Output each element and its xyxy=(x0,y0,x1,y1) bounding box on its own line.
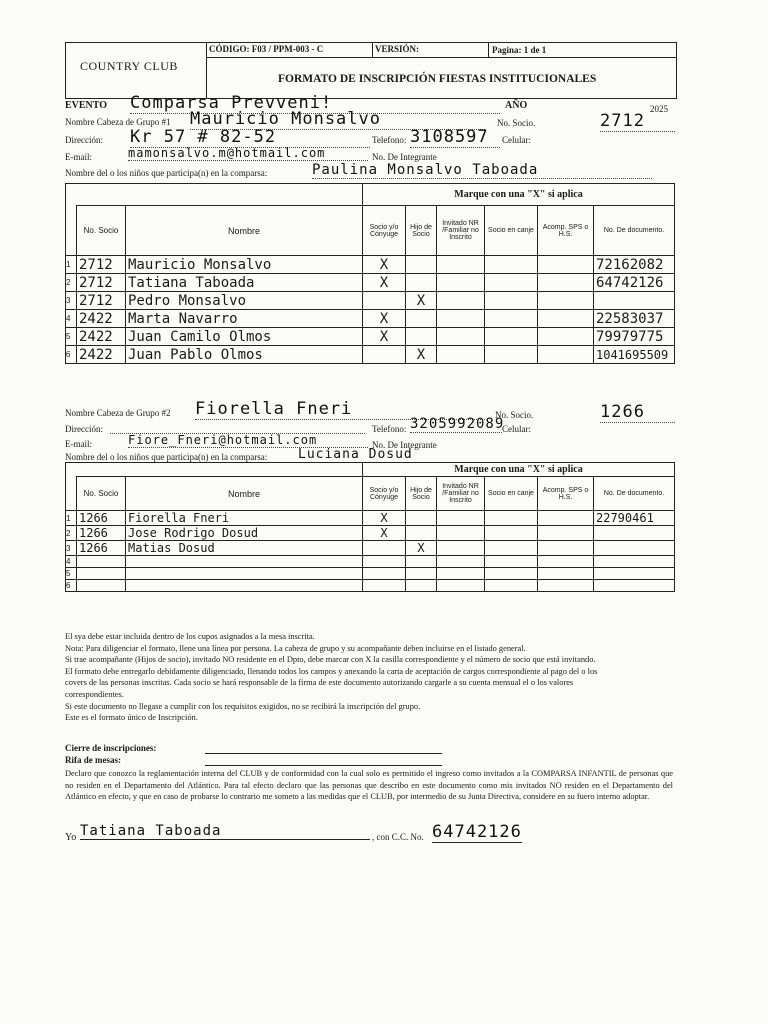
email2-field[interactable]: Fiore_Fneri@hotmail.com xyxy=(128,433,368,448)
socio-conyuge-cell[interactable] xyxy=(363,556,406,568)
canje-cell[interactable] xyxy=(485,526,538,541)
table-row xyxy=(66,274,675,292)
invitado-cell[interactable] xyxy=(437,328,485,346)
canje-cell[interactable] xyxy=(485,292,538,310)
invitado-cell[interactable] xyxy=(437,541,485,556)
acomp-cell[interactable] xyxy=(538,256,594,274)
cabeza1-label: Nombre Cabeza de Grupo #1 xyxy=(65,117,171,127)
acomp-cell[interactable] xyxy=(538,580,594,592)
form-title: FORMATO DE INSCRIPCIÓN FIESTAS INSTITUCIONALES xyxy=(278,73,597,85)
email1-label: E-mail: xyxy=(65,152,92,162)
marque-header: Marque con una "X" si aplica xyxy=(363,184,675,206)
hijo-socio-cell[interactable] xyxy=(406,556,437,568)
telefono2-label: Telefono: xyxy=(372,424,407,434)
row-number: 6 xyxy=(66,580,77,592)
canje-cell[interactable] xyxy=(485,556,538,568)
direccion1-label: Dirección: xyxy=(65,135,103,145)
socio-conyuge-cell[interactable]: X xyxy=(363,310,406,328)
socio-conyuge-cell[interactable]: X xyxy=(363,328,406,346)
canje-cell[interactable] xyxy=(485,310,538,328)
documento-cell[interactable]: 22583037 xyxy=(594,310,675,328)
canje-cell[interactable] xyxy=(485,256,538,274)
integrante1-label: No. De Integrante xyxy=(372,152,437,162)
direccion1-field[interactable]: Kr 57 # 82-52 xyxy=(130,127,370,148)
rifa-field[interactable] xyxy=(205,765,442,766)
col-no-socio: No. Socio xyxy=(77,206,126,256)
canje-cell[interactable] xyxy=(485,568,538,580)
socio-cell[interactable]: 1266 xyxy=(77,541,126,556)
col-documento: No. De documento. xyxy=(594,477,675,511)
documento-cell[interactable] xyxy=(594,292,675,310)
invitado-cell[interactable] xyxy=(437,346,485,364)
acomp-cell[interactable] xyxy=(538,292,594,310)
hijo-socio-cell[interactable]: X xyxy=(406,346,437,364)
note-line: Este es el formato único de Inscripción. xyxy=(65,713,198,723)
note-line: Si trae acompañante (Hijos de socio), invitado NO residente en el Dpto, debe marcar con X la casilla correspondiente y el número de socio que está invitando. xyxy=(65,655,596,665)
documento-cell[interactable] xyxy=(594,526,675,541)
socio-cell[interactable]: 1266 xyxy=(77,511,126,526)
canje-cell[interactable] xyxy=(485,580,538,592)
nosocio1-label: No. Socio. xyxy=(497,118,536,128)
table-row xyxy=(66,541,675,556)
note-line: Si este documento no llegase a cumplir con los requisitos exigidos, no se recibirá la inscripción del grupo. xyxy=(65,701,421,711)
acomp-cell[interactable] xyxy=(538,328,594,346)
codigo-label: CÓDIGO: F03 / PPM-003 - C xyxy=(209,44,324,54)
socio-cell[interactable]: 2712 xyxy=(77,292,126,310)
table-row xyxy=(66,556,675,568)
hijo-socio-cell[interactable] xyxy=(406,568,437,580)
cabeza1-field[interactable]: Mauricio Monsalvo xyxy=(190,109,485,130)
form-header xyxy=(65,42,677,99)
row-number: 5 xyxy=(66,568,77,580)
participants-table-2 xyxy=(65,462,675,592)
ninos1-field[interactable]: Paulina Monsalvo Taboada xyxy=(312,162,652,179)
nombre-cell[interactable]: Juan Pablo Olmos xyxy=(126,346,363,364)
marque-header: Marque con una "X" si aplica xyxy=(363,463,675,477)
note-line: Nota: Para diligenciar el formato, llene una línea por persona. La cabeza de grupo y su acompañante deben incluirse en el listado general. xyxy=(65,643,526,653)
invitado-cell[interactable] xyxy=(437,556,485,568)
nosocio2-label: No. Socio. xyxy=(495,410,534,420)
hijo-socio-cell[interactable] xyxy=(406,526,437,541)
evento-label: EVENTO xyxy=(65,100,108,111)
instructions-notes xyxy=(65,631,675,724)
yo-label: Yo xyxy=(65,832,77,843)
version-label: VERSIÓN: xyxy=(375,44,420,54)
participants-table-1 xyxy=(65,183,675,364)
note-line: El formato debe entregarlo debidamente diligenciado, llenando todos los campos y anexando la carta de aceptación de cargos correspondiente al pago del o los xyxy=(65,666,598,676)
acomp-cell[interactable] xyxy=(538,526,594,541)
socio-conyuge-cell[interactable]: X xyxy=(363,511,406,526)
nombre-cell[interactable]: Pedro Monsalvo xyxy=(126,292,363,310)
socio-conyuge-cell[interactable] xyxy=(363,541,406,556)
celular2-label: Celular: xyxy=(502,424,531,434)
invitado-cell[interactable] xyxy=(437,274,485,292)
col-socio-conyuge: Socio y/o Cónyuge xyxy=(363,477,406,511)
nombre-cell[interactable]: Fiorella Fneri xyxy=(126,511,363,526)
invitado-cell[interactable] xyxy=(437,310,485,328)
col-nombre: Nombre xyxy=(126,206,363,256)
table-row xyxy=(66,310,675,328)
anio-label: AÑO xyxy=(505,100,528,111)
nombre-cell[interactable]: Tatiana Taboada xyxy=(126,274,363,292)
row-number: 2 xyxy=(66,274,77,292)
telefono1-field[interactable]: 3108597 xyxy=(410,127,500,148)
nombre-cell[interactable]: Matias Dosud xyxy=(126,541,363,556)
documento-cell[interactable]: 79979775 xyxy=(594,328,675,346)
hijo-socio-cell[interactable] xyxy=(406,310,437,328)
cierre-label: Cierre de inscripciones: xyxy=(65,743,157,753)
col-documento: No. De documento. xyxy=(594,206,675,256)
acomp-cell[interactable] xyxy=(538,274,594,292)
invitado-cell[interactable] xyxy=(437,568,485,580)
socio-conyuge-cell[interactable] xyxy=(363,292,406,310)
telefono2-field[interactable]: 3205992089 xyxy=(410,416,505,432)
table-row xyxy=(66,328,675,346)
socio-cell[interactable]: 1266 xyxy=(77,526,126,541)
socio-cell[interactable] xyxy=(77,580,126,592)
socio-cell[interactable]: 2422 xyxy=(77,346,126,364)
telefono1-label: Telefono: xyxy=(372,135,407,145)
col-invitado: Invitado NR /Familiar no Inscrito xyxy=(437,477,485,511)
direccion2-label: Dirección: xyxy=(65,424,103,434)
documento-cell[interactable] xyxy=(594,580,675,592)
row-number: 1 xyxy=(66,256,77,274)
hijo-socio-cell[interactable] xyxy=(406,511,437,526)
nosocio2-field[interactable]: 1266 xyxy=(600,402,675,423)
hijo-socio-cell[interactable]: X xyxy=(406,292,437,310)
acomp-cell[interactable] xyxy=(538,541,594,556)
table-row xyxy=(66,526,675,541)
col-acomp: Acomp. SPS o H.S. xyxy=(538,477,594,511)
canje-cell[interactable] xyxy=(485,328,538,346)
table-row xyxy=(66,292,675,310)
invitado-cell[interactable] xyxy=(437,511,485,526)
nombre-cell[interactable]: Mauricio Monsalvo xyxy=(126,256,363,274)
canje-cell[interactable] xyxy=(485,541,538,556)
canje-cell[interactable] xyxy=(485,274,538,292)
ninos1-label: Nombre del o los niños que participa(n) en la comparsa: xyxy=(65,168,268,178)
col-acomp: Acomp. SPS o H.S. xyxy=(538,206,594,256)
col-no-socio: No. Socio xyxy=(77,477,126,511)
row-number: 6 xyxy=(66,346,77,364)
row-number: 3 xyxy=(66,541,77,556)
socio-conyuge-cell[interactable] xyxy=(363,346,406,364)
nombre-cell[interactable] xyxy=(126,556,363,568)
row-number: 3 xyxy=(66,292,77,310)
hijo-socio-cell[interactable] xyxy=(406,328,437,346)
rifa-label: Rifa de mesas: xyxy=(65,755,121,765)
club-logo: COUNTRY CLUB xyxy=(80,59,178,73)
email2-label: E-mail: xyxy=(65,439,92,449)
note-line: correspondientes. xyxy=(65,689,124,699)
invitado-cell[interactable] xyxy=(437,256,485,274)
table-row xyxy=(66,511,675,526)
socio-cell[interactable]: 2712 xyxy=(77,256,126,274)
col-socio-canje: Socio en canje xyxy=(485,477,538,511)
row-number: 5 xyxy=(66,328,77,346)
row-number: 4 xyxy=(66,556,77,568)
socio-cell[interactable] xyxy=(77,568,126,580)
invitado-cell[interactable] xyxy=(437,526,485,541)
evento-field[interactable]: Comparsa Prevveni! xyxy=(130,93,500,114)
socio-conyuge-cell[interactable]: X xyxy=(363,256,406,274)
yo-field[interactable]: Tatiana Taboada xyxy=(80,823,370,840)
hijo-socio-cell[interactable]: X xyxy=(406,541,437,556)
socio-cell[interactable]: 2422 xyxy=(77,328,126,346)
col-hijo-socio: Hijo de Socio xyxy=(406,206,437,256)
ninos2-field[interactable]: Luciana Dosud xyxy=(298,447,438,463)
documento-cell[interactable]: 1041695509 xyxy=(594,346,675,364)
col-invitado: Invitado NR /Familiar no Inscrito xyxy=(437,206,485,256)
cabeza2-field[interactable]: Fiorella Fneri xyxy=(195,399,485,420)
declaration-text: Declaro que conozco la reglamentación interna del CLUB y de conformidad con la cual solo es permitido el ingreso como invitados a la COMPARSA INFANTIL de personas que no residen en el Departamento del Atlántico. Para tal efecto declaro que las personas que describo en este documento como mis invitados NO residen en el Departamento del Atlántico en efecto, y que en caso de probarse lo contrario me someto a las medidas que el CLUB, por intermedio de su Junta Directiva, considere en su fuero interno adoptar. xyxy=(65,769,673,802)
acomp-cell[interactable] xyxy=(538,568,594,580)
socio-conyuge-cell[interactable]: X xyxy=(363,274,406,292)
ninos2-label: Nombre del o los niños que participa(n) en la comparsa: xyxy=(65,452,268,462)
col-hijo-socio: Hijo de Socio xyxy=(406,477,437,511)
documento-cell[interactable]: 72162082 xyxy=(594,256,675,274)
acomp-cell[interactable] xyxy=(538,310,594,328)
integrante2-label: No. De Integrante xyxy=(372,440,437,450)
row-number: 1 xyxy=(66,511,77,526)
pagina-label: Pagina: 1 de 1 xyxy=(492,45,547,55)
table-row xyxy=(66,256,675,274)
row-number: 4 xyxy=(66,310,77,328)
table-row xyxy=(66,568,675,580)
cierre-field[interactable] xyxy=(205,753,442,754)
socio-conyuge-cell[interactable] xyxy=(363,568,406,580)
socio-cell[interactable] xyxy=(77,556,126,568)
hijo-socio-cell[interactable] xyxy=(406,256,437,274)
socio-conyuge-cell[interactable] xyxy=(363,580,406,592)
cc-field[interactable]: 64742126 xyxy=(432,822,522,842)
socio-cell[interactable]: 2422 xyxy=(77,310,126,328)
acomp-cell[interactable] xyxy=(538,346,594,364)
nosocio1-field[interactable]: 2712 xyxy=(600,111,675,132)
celular1-label: Celular: xyxy=(502,135,531,145)
nombre-cell[interactable]: Marta Navarro xyxy=(126,310,363,328)
invitado-cell[interactable] xyxy=(437,580,485,592)
documento-cell[interactable] xyxy=(594,541,675,556)
nombre-cell[interactable]: Jose Rodrigo Dosud xyxy=(126,526,363,541)
socio-cell[interactable]: 2712 xyxy=(77,274,126,292)
row-number: 2 xyxy=(66,526,77,541)
documento-cell[interactable] xyxy=(594,556,675,568)
documento-cell[interactable]: 64742126 xyxy=(594,274,675,292)
note-line: El sya debe estar incluida dentro de los cupos asignados a la mesa inscrita. xyxy=(65,632,315,641)
cc-label: , con C.C. No. xyxy=(372,832,424,842)
cabeza2-label: Nombre Cabeza de Grupo #2 xyxy=(65,408,171,418)
documento-cell[interactable] xyxy=(594,568,675,580)
canje-cell[interactable] xyxy=(485,346,538,364)
nombre-cell[interactable] xyxy=(126,568,363,580)
acomp-cell[interactable] xyxy=(538,511,594,526)
documento-cell[interactable]: 22790461 xyxy=(594,511,675,526)
acomp-cell[interactable] xyxy=(538,556,594,568)
hijo-socio-cell[interactable] xyxy=(406,580,437,592)
note-line: covers de las personas inscritas. Cada socio se hará responsable de la firma de este documento autorizando cargarle a su cuenta mensual el o los valores xyxy=(65,678,574,688)
table-row xyxy=(66,346,675,364)
col-socio-conyuge: Socio y/o Cónyuge xyxy=(363,206,406,256)
nombre-cell[interactable]: Juan Camilo Olmos xyxy=(126,328,363,346)
email1-field[interactable]: mamonsalvo.m@hotmail.com xyxy=(128,146,368,161)
canje-cell[interactable] xyxy=(485,511,538,526)
nombre-cell[interactable] xyxy=(126,580,363,592)
table-row xyxy=(66,580,675,592)
anio-value: 2025 xyxy=(650,104,668,114)
socio-conyuge-cell[interactable]: X xyxy=(363,526,406,541)
hijo-socio-cell[interactable] xyxy=(406,274,437,292)
col-socio-canje: Socio en canje xyxy=(485,206,538,256)
invitado-cell[interactable] xyxy=(437,292,485,310)
col-nombre: Nombre xyxy=(126,477,363,511)
